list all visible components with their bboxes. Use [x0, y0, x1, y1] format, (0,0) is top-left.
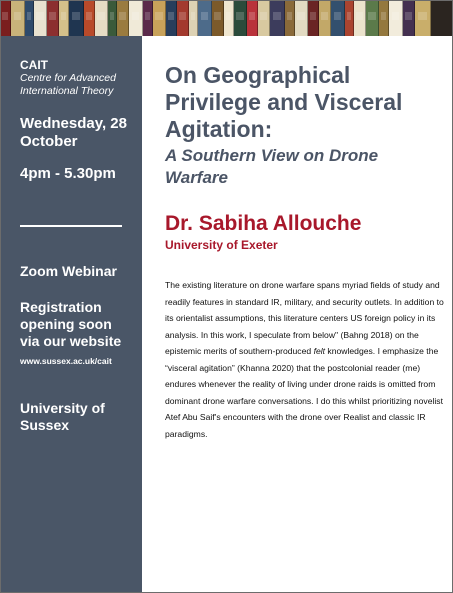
website-link[interactable]: www.sussex.ac.uk/cait [20, 356, 112, 366]
book-spine [95, 0, 108, 36]
book-spine [354, 0, 366, 36]
book-spine [379, 0, 389, 36]
book-spine [319, 0, 331, 36]
abstract-text-1: The existing literature on drone warfare spans myriad fields of study and readily features in standard IR, military, and security outlets. In addition to its orientalist assumptions, this literature centers US foreign policy in its analysis. In this work, I speculate from below" (Bahng 2018) on the epistemic merits of southern-produced [165, 280, 444, 356]
university-name: University of Sussex [20, 400, 105, 433]
org-name: Centre for Advanced International Theory [20, 72, 116, 97]
bookshelf-banner [0, 0, 453, 36]
abstract [165, 277, 447, 442]
book-spine [129, 0, 143, 36]
book-spine [366, 0, 379, 36]
book-spine [117, 0, 129, 36]
talk-subtitle: A Southern View on Drone Warfare [165, 146, 379, 187]
book-spine [270, 0, 285, 36]
abstract-text-2: knowledges. I emphasize the “visceral agitation” (Khanna 2020) that the postcolonial reader (me) endures whenever the reality of living under drone raids is omitted from dominant drone warfare conversations. I do this whilst prioritizing novelist Atef Abu Saif's encounters with the drone over Realist and classic IR paradigms. [165, 346, 443, 439]
speaker-name: Dr. Sabiha Allouche [165, 212, 362, 235]
main-content [165, 62, 445, 442]
book-spine [166, 0, 177, 36]
book-spine [295, 0, 308, 36]
book-spine [345, 0, 354, 36]
event-date: Wednesday, 28 October [20, 115, 127, 150]
book-spine [153, 0, 166, 36]
book-spine [198, 0, 212, 36]
book-spine [25, 0, 34, 36]
event-time: 4pm - 5.30pm [20, 165, 116, 182]
abstract-emphasis: felt [313, 346, 326, 356]
book-spine [389, 0, 403, 36]
book-spine [177, 0, 189, 36]
book-spine [212, 0, 224, 36]
book-spine [34, 0, 47, 36]
registration-note: Registration opening soon via our website [20, 299, 122, 349]
book-spine [331, 0, 345, 36]
book-spine [84, 0, 95, 36]
book-spine [308, 0, 319, 36]
talk-title: On Geographical Privilege and Visceral Agitation: [165, 62, 403, 142]
sidebar-divider [20, 225, 122, 227]
book-spine [47, 0, 59, 36]
speaker-affiliation: University of Exeter [165, 238, 278, 252]
book-spine [108, 0, 117, 36]
book-spine [285, 0, 295, 36]
book-spine [224, 0, 234, 36]
book-spine [403, 0, 415, 36]
book-spine [415, 0, 431, 36]
book-spine [234, 0, 247, 36]
book-spine [69, 0, 84, 36]
book-spine [59, 0, 69, 36]
event-format: Zoom Webinar [20, 263, 117, 279]
book-spine [11, 0, 25, 36]
book-spine [258, 0, 270, 36]
org-acronym: CAIT [20, 58, 48, 72]
book-spine [247, 0, 258, 36]
sidebar [0, 36, 142, 593]
book-spine [143, 0, 153, 36]
book-spine [189, 0, 198, 36]
book-spine [0, 0, 11, 36]
